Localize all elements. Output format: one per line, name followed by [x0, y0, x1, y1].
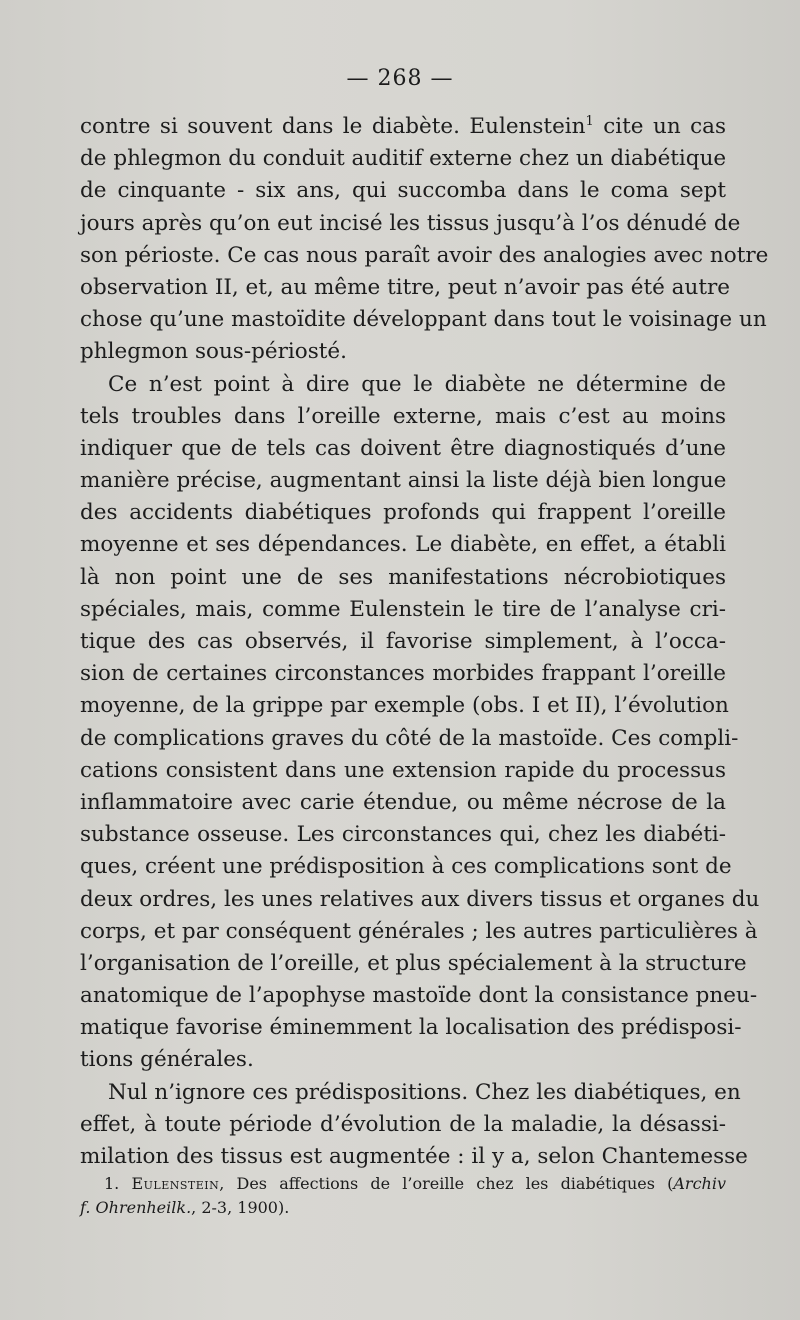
- text-line: cations consistent dans une extension rapide du processus: [80, 757, 726, 783]
- footnote-reference: 1: [585, 113, 594, 129]
- text-line: anatomique de l’apophyse mastoïde dont la consistance pneu-: [80, 983, 758, 1009]
- text-line: phlegmon sous-périosté.: [80, 339, 347, 365]
- page-number: — 268 —: [346, 66, 454, 91]
- text-line: son périoste. Ce cas nous paraît avoir des analogies avec notre: [80, 242, 769, 268]
- footnote-author: Eulenstein: [131, 1174, 220, 1193]
- text-line: de complications graves du côté de la mastoïde. Ces compli-: [80, 725, 739, 751]
- body-text: [80, 111, 769, 1173]
- text-line: des accidents diabétiques profonds qui frappent l’oreille: [80, 500, 726, 526]
- text-line: tique des cas observés, il favorise simplement, à l’occa-: [80, 629, 726, 654]
- text-line: moyenne, de la grippe par exemple (obs. I et II), l’évolution: [80, 693, 729, 719]
- footnote: [80, 1172, 726, 1220]
- text-line: chose qu’une mastoïdite développant dans tout le voisinage un: [80, 307, 767, 333]
- text-line: inflammatoire avec carie étendue, ou même nécrose de la: [80, 789, 726, 815]
- text-line: ques, créent une prédisposition à ces complications sont de: [80, 854, 732, 880]
- text-line: Ce n’est point à dire que le diabète ne détermine de: [108, 371, 726, 397]
- footnote-text: , Des affections de l’oreille chez les diabétiques (: [219, 1174, 674, 1193]
- line-text-tail: cite un cas: [593, 114, 727, 139]
- footnote-text-tail: , 2-3, 1900).: [191, 1198, 290, 1217]
- text-line: indiquer que de tels cas doivent être diagnostiqués d’une: [80, 435, 726, 461]
- text-line: manière précise, augmentant ainsi la liste déjà bien longue: [80, 468, 727, 494]
- footnote-line: [80, 1196, 726, 1220]
- text-line: jours après qu’on eut incisé les tissus jusqu’à l’os dénudé de: [80, 210, 741, 236]
- text-line: Nul n’ignore ces prédispositions. Chez les diabétiques, en: [108, 1079, 741, 1105]
- footnote-journal-cont: f. Ohrenheilk.: [80, 1198, 192, 1217]
- text-line: tions générales.: [80, 1047, 254, 1073]
- footnote-number: 1.: [104, 1174, 120, 1193]
- line-text: contre si souvent dans le diabète. Eulenstein: [80, 114, 586, 139]
- footnote-journal: Archiv: [673, 1174, 726, 1193]
- text-line: tels troubles dans l’oreille externe, mais c’est au moins: [80, 403, 726, 429]
- text-line: de cinquante - six ans, qui succomba dans le coma sept: [80, 178, 726, 204]
- text-line: effet, à toute période d’évolution de la maladie, la désassi-: [80, 1111, 726, 1137]
- text-line: [80, 111, 726, 143]
- text-line: substance osseuse. Les circonstances qui, chez les diabéti-: [80, 822, 726, 848]
- footnote-line: [80, 1172, 726, 1196]
- text-line: de phlegmon du conduit auditif externe chez un diabétique: [80, 146, 727, 172]
- text-line: matique favorise éminemment la localisation des prédisposi-: [80, 1015, 742, 1041]
- text-line: sion de certaines circonstances morbides frappant l’oreille: [80, 661, 726, 687]
- text-line: observation II, et, au même titre, peut n’avoir pas été autre: [80, 274, 730, 300]
- text-line: corps, et par conséquent générales ; les autres particulières à: [80, 918, 758, 944]
- text-line: moyenne et ses dépendances. Le diabète, en effet, a établi: [80, 532, 726, 558]
- text-line: spéciales, mais, comme Eulenstein le tire de l’analyse cri-: [80, 596, 726, 622]
- text-line: là non point une de ses manifestations nécrobiotiques: [80, 564, 726, 590]
- text-line: l’organisation de l’oreille, et plus spécialement à la structure: [80, 950, 747, 976]
- text-line: milation des tissus est augmentée : il y a, selon Chantemesse: [80, 1144, 748, 1169]
- text-line: deux ordres, les unes relatives aux divers tissus et organes du: [80, 886, 760, 912]
